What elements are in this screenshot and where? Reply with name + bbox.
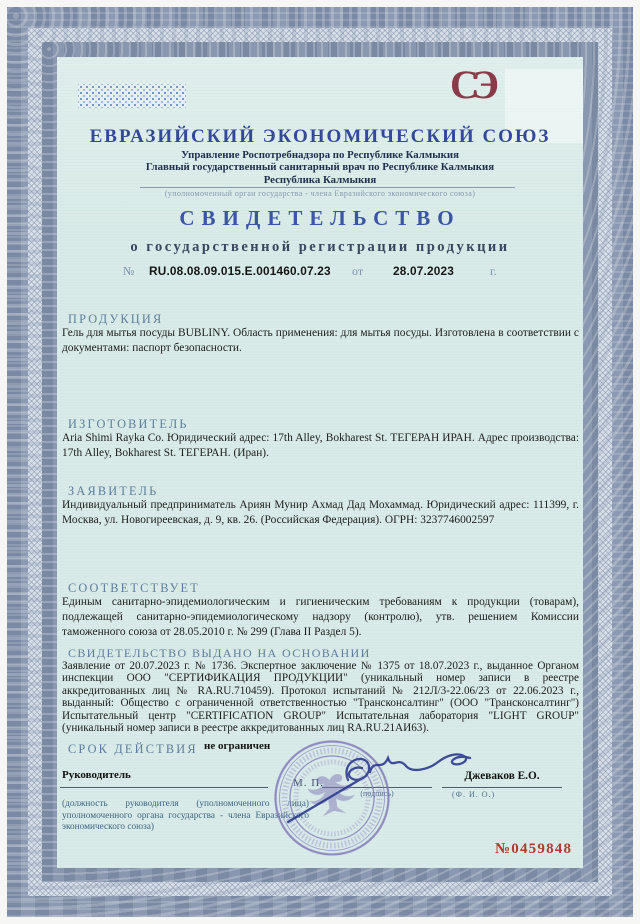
authority-line-1: Управление Роспотребнадзора по Республике Калмыкия bbox=[181, 149, 459, 161]
role-caption: (должность руководителя (уполномоченного лица) уполномоченного органа государства - члена Евразийского экономического союза) bbox=[62, 799, 309, 832]
registration-date: 28.07.2023 bbox=[393, 264, 455, 278]
authority-underline bbox=[140, 187, 515, 188]
section-body-product: Гель для мытья посуды BUBLINY. Область применения: для мытья посуды. Изготовлена в соответствии с документами: паспорт безопасности. bbox=[62, 327, 579, 354]
from-label: от bbox=[352, 264, 364, 278]
section-heading-basis: СВИДЕТЕЛЬСТВО ВЫДАНО НА ОСНОВАНИИ bbox=[68, 646, 371, 660]
name-caption: (Ф. И. О.) bbox=[452, 790, 496, 799]
authority-caption: (уполномоченный орган государства - члена Евразийского экономического союза) bbox=[164, 189, 476, 198]
seal-place-label: М. П. bbox=[293, 777, 324, 789]
issuing-authority-block bbox=[57, 149, 583, 186]
union-title: ЕВРАЗИЙСКИЙ ЭКОНОМИЧЕСКИЙ СОЮЗ bbox=[89, 126, 551, 147]
validity-heading: СРОК ДЕЙСТВИЯ bbox=[68, 742, 198, 756]
section-heading-applicant: ЗАЯВИТЕЛЬ bbox=[68, 484, 159, 498]
section-heading-manufacturer: ИЗГОТОВИТЕЛЬ bbox=[68, 417, 189, 431]
signature-caption: (подпись) bbox=[360, 789, 394, 798]
role-label: Руководитель bbox=[62, 769, 131, 781]
serial-number: №0459848 bbox=[495, 841, 573, 857]
security-patch-icon bbox=[78, 84, 186, 108]
section-heading-conformity: СООТВЕТСТВУЕТ bbox=[68, 581, 200, 595]
document-title: СВИДЕТЕЛЬСТВО bbox=[179, 206, 461, 230]
authority-line-3: Республика Калмыкия bbox=[263, 173, 377, 186]
document-subtitle: о государственной регистрации продукции bbox=[130, 239, 510, 255]
handwritten-signature-icon bbox=[270, 746, 482, 830]
section-body-manufacturer: Aria Shimi Rayka Co. Юридический адрес: 17th Alley, Bokharest St. ТЕГЕРАН ИРАН. Адрес производства: 17th Alley, Bokharest St. ТЕГЕРАН. (Иран). bbox=[62, 432, 579, 459]
section-body-basis: Заявление от 20.07.2023 г. № 1736. Экспертное заключение № 1375 от 18.07.2023 г., выданное Органом инспекции ООО "СЕРТИФИКАЦИЯ ПРОДУКЦИИ" (уникальный номер записи в реестре аккредитованных лиц № RA.RU.710459). Протокол испытаний № 212Л/3-22.06/23 от 22.06.2023 г., выданный: Общество с ограниченной ответственностью "Трансконсалтинг" (ООО "Трансконсалтинг") Испытательный центр "CERTIFICATION GROUP" Испытательная лаборатория "LIGHT GROUP" (уникальный номер записи в реестре аккредитованных лиц RA.RU.21АИ63). bbox=[62, 660, 579, 735]
registration-number: RU.08.08.09.015.E.001460.07.23 bbox=[149, 264, 331, 278]
year-suffix: г. bbox=[490, 264, 497, 278]
certificate-paper bbox=[57, 57, 583, 868]
signature-line-left bbox=[60, 787, 268, 788]
number-prefix: № bbox=[123, 264, 135, 278]
section-heading-product: ПРОДУКЦИЯ bbox=[68, 312, 164, 326]
registration-number-row bbox=[57, 264, 583, 280]
eaeu-se-logo-icon: СЭ bbox=[450, 62, 493, 107]
signer-name: Джеваков Е.О. bbox=[464, 770, 540, 782]
section-body-applicant: Индивидуальный предприниматель Ариян Мунир Ахмад Дад Мохаммад. Юридический адрес: 111399, г. Москва, ул. Новогиреевская, д. 9, кв. 26. (Российская Федерация). ОГРН: 3237746002597 bbox=[62, 499, 579, 526]
authority-line-2: Главный государственный санитарный врач по Республике Калмыкия bbox=[145, 161, 495, 174]
section-body-conformity: Единым санитарно-эпидемиологическим и гигиеническим требованиям к продукции (товарам), подлежащей санитарно-эпидемиологическому надзору (контролю), утв. решением Комиссии таможенного союза от 28.05.2010 г. № 299 (Глава II Раздел 5). bbox=[62, 596, 579, 638]
validity-value: не ограничен bbox=[204, 740, 271, 752]
